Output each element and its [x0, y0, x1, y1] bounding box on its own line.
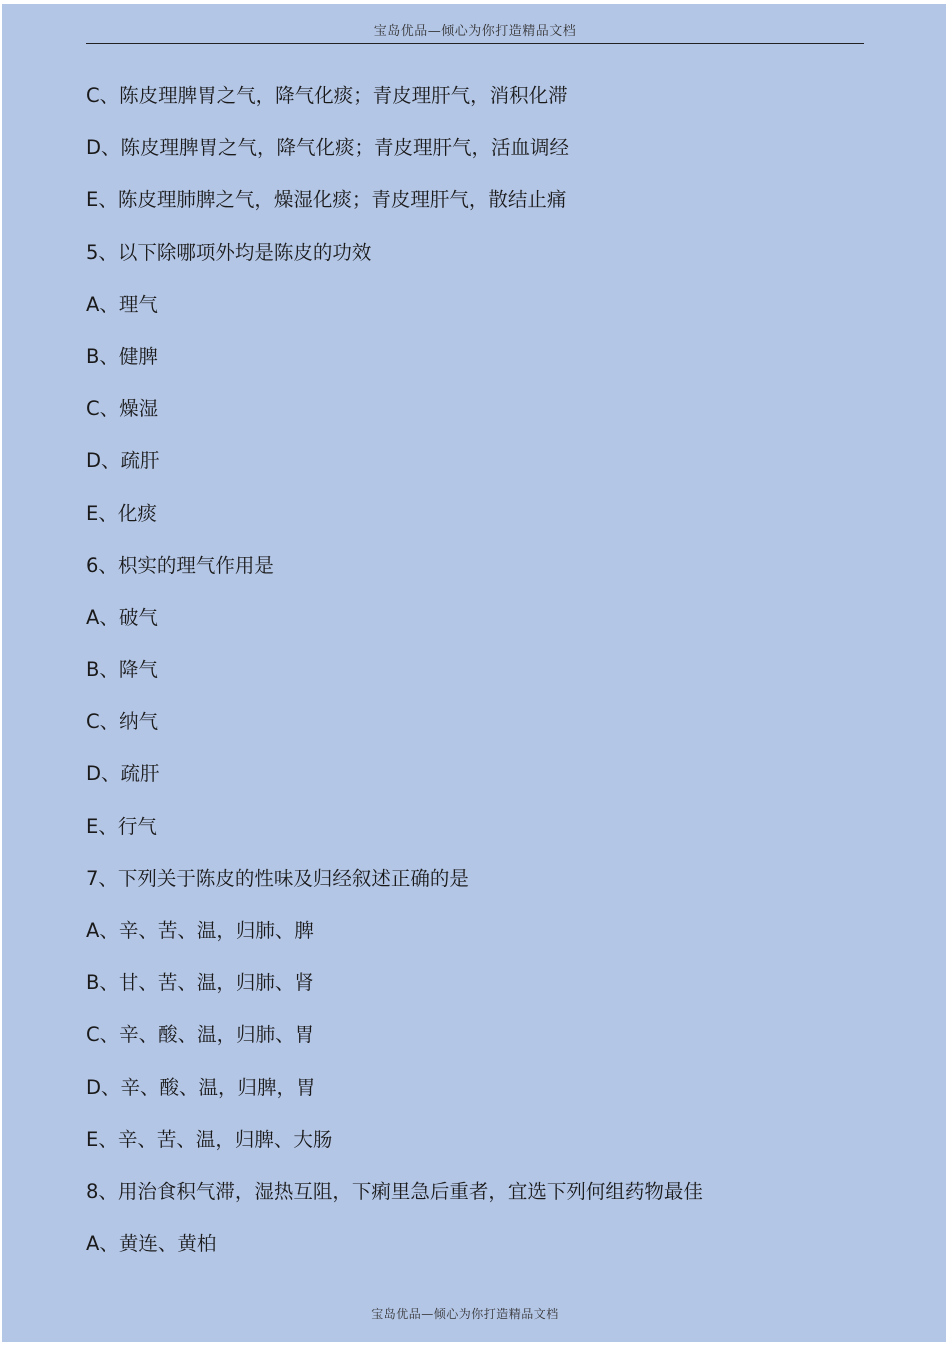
answer-option: C、辛、酸、温，归肺、胃: [86, 1023, 315, 1047]
answer-option: D、疏肝: [86, 449, 160, 473]
question-list: [86, 82, 876, 1282]
text-line: C、陈皮理脾胃之气，降气化痰；青皮理肝气，消积化滞: [86, 84, 568, 107]
answer-option: E、行气: [86, 814, 157, 838]
answer-option: D、疏肝: [86, 762, 160, 786]
text-line: E、陈皮理肺脾之气，燥湿化痰；青皮理肝气，散结止痛: [86, 188, 567, 212]
answer-option: B、甘、苦、温，归肺、肾: [86, 971, 314, 995]
page-footer: 宝岛优品—倾心为你打造精品文档: [371, 1307, 559, 1321]
text-line: D、陈皮理脾胃之气，降气化痰；青皮理肝气，活血调经: [86, 136, 570, 160]
header-divider: [86, 43, 864, 44]
answer-option: C、燥湿: [86, 397, 159, 421]
question-stem: 5、以下除哪项外均是陈皮的功效: [86, 240, 372, 264]
answer-option: A、辛、苦、温，归肺、脾: [86, 919, 314, 942]
page-header: 宝岛优品—倾心为你打造精品文档: [373, 24, 577, 39]
answer-option: B、降气: [86, 658, 158, 682]
answer-option: E、化痰: [86, 501, 157, 525]
answer-option: A、理气: [86, 292, 158, 316]
answer-option: A、破气: [86, 605, 158, 629]
answer-option: C、纳气: [86, 710, 159, 734]
answer-option: A、黄连、黄柏: [86, 1232, 217, 1256]
question-stem: 7、下列关于陈皮的性味及归经叙述正确的是: [86, 866, 469, 890]
answer-option: D、辛、酸、温，归脾，胃: [86, 1075, 316, 1099]
answer-option: E、辛、苦、温，归脾、大肠: [86, 1127, 333, 1151]
question-stem: 8、用治食积气滞，湿热互阻，下痢里急后重者，宜选下列何组药物最佳: [86, 1179, 703, 1203]
question-stem: 6、枳实的理气作用是: [86, 553, 274, 577]
answer-option: B、健脾: [86, 344, 158, 368]
